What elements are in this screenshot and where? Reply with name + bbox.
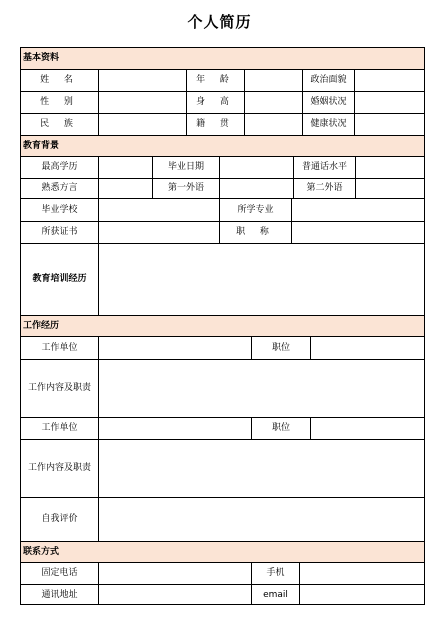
label-duties-1: 工作内容及职责 — [21, 360, 99, 418]
section-header-basic: 基本资料 — [21, 48, 424, 70]
field-certificates[interactable] — [99, 222, 220, 244]
label-position-2: 职位 — [252, 418, 311, 440]
field-highest-degree[interactable] — [99, 157, 153, 179]
label-ethnicity: 民 族 — [21, 114, 99, 136]
resume-form — [20, 47, 425, 605]
field-gender[interactable] — [99, 92, 187, 114]
field-mandarin-level[interactable] — [356, 157, 424, 179]
label-second-language: 第二外语 — [294, 179, 356, 199]
label-name: 姓 名 — [21, 70, 99, 92]
field-graduation-date[interactable] — [220, 157, 294, 179]
label-dialect: 熟悉方言 — [21, 179, 99, 199]
label-self-evaluation: 自我评价 — [21, 498, 99, 542]
field-age[interactable] — [245, 70, 303, 92]
label-address: 通讯地址 — [21, 585, 99, 605]
field-self-evaluation[interactable] — [99, 498, 424, 542]
label-position-1: 职位 — [252, 337, 311, 360]
label-political-status: 政治面貌 — [303, 70, 355, 92]
label-school: 毕业学校 — [21, 199, 99, 222]
label-employer-1: 工作单位 — [21, 337, 99, 360]
label-duties-2: 工作内容及职责 — [21, 440, 99, 498]
field-marital-status[interactable] — [355, 92, 424, 114]
field-political-status[interactable] — [355, 70, 424, 92]
field-duties-1[interactable] — [99, 360, 424, 418]
field-mobile[interactable] — [300, 563, 424, 585]
page-title: 个人简历 — [187, 13, 252, 31]
label-native-place: 籍 贯 — [187, 114, 245, 136]
label-age: 年 龄 — [187, 70, 245, 92]
field-job-title[interactable] — [292, 222, 424, 244]
label-gender: 性 别 — [21, 92, 99, 114]
label-graduation-date: 毕业日期 — [153, 157, 220, 179]
label-first-language: 第一外语 — [153, 179, 220, 199]
field-employer-1[interactable] — [99, 337, 252, 360]
label-mobile: 手机 — [252, 563, 300, 585]
label-highest-degree: 最高学历 — [21, 157, 99, 179]
field-second-language[interactable] — [356, 179, 424, 199]
field-dialect[interactable] — [99, 179, 153, 199]
section-header-work: 工作经历 — [21, 316, 424, 337]
label-job-title: 职 称 — [220, 222, 292, 244]
section-header-contact: 联系方式 — [21, 542, 424, 563]
field-landline[interactable] — [99, 563, 252, 585]
field-duties-2[interactable] — [99, 440, 424, 498]
field-first-language[interactable] — [220, 179, 294, 199]
field-position-2[interactable] — [311, 418, 424, 440]
field-height[interactable] — [245, 92, 303, 114]
field-name[interactable] — [99, 70, 187, 92]
field-position-1[interactable] — [311, 337, 424, 360]
field-ethnicity[interactable] — [99, 114, 187, 136]
label-email: email — [252, 585, 300, 605]
field-native-place[interactable] — [245, 114, 303, 136]
field-training[interactable] — [99, 244, 424, 316]
field-address[interactable] — [99, 585, 252, 605]
field-health[interactable] — [355, 114, 424, 136]
field-email[interactable] — [300, 585, 424, 605]
label-training: 教育培训经历 — [21, 244, 99, 316]
label-health: 健康状况 — [303, 114, 355, 136]
label-major: 所学专业 — [220, 199, 292, 222]
field-school[interactable] — [99, 199, 220, 222]
field-employer-2[interactable] — [99, 418, 252, 440]
label-height: 身 高 — [187, 92, 245, 114]
label-mandarin-level: 普通话水平 — [294, 157, 356, 179]
label-marital-status: 婚姻状况 — [303, 92, 355, 114]
label-landline: 固定电话 — [21, 563, 99, 585]
field-major[interactable] — [292, 199, 424, 222]
label-employer-2: 工作单位 — [21, 418, 99, 440]
label-certificates: 所获证书 — [21, 222, 99, 244]
section-header-education: 教育背景 — [21, 136, 424, 157]
